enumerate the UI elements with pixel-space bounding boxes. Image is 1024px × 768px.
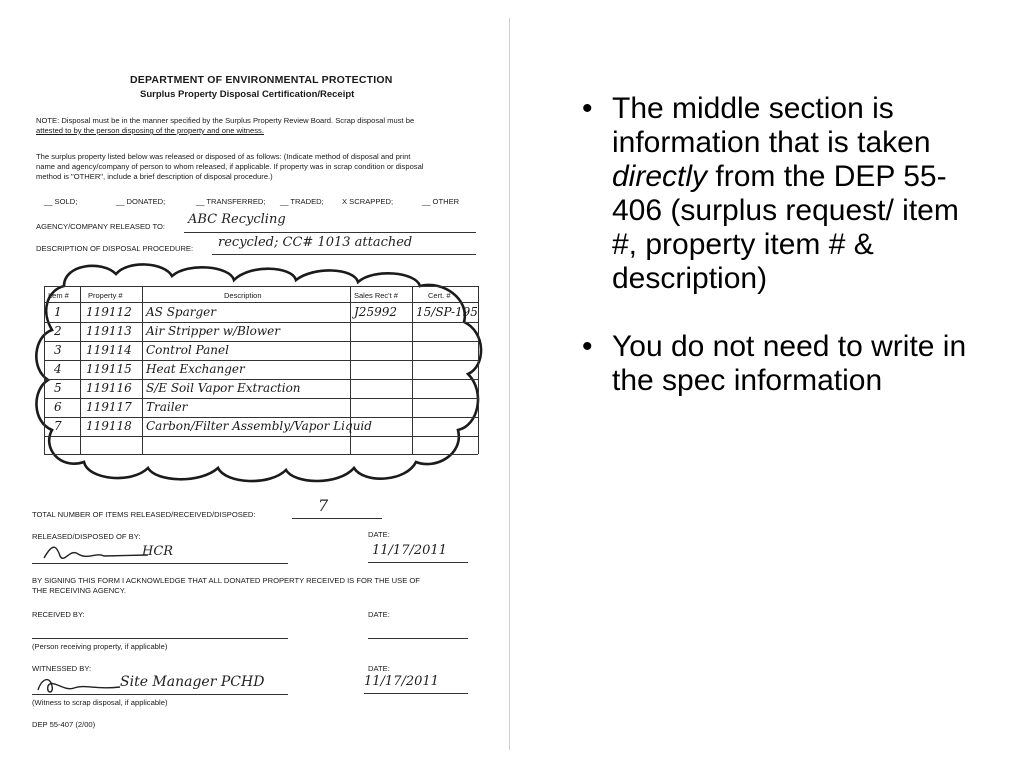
form-note: NOTE: Disposal must be in the manner specified by the Surplus Property Review Board. Scrap disposal must be bbox=[36, 116, 415, 125]
form-para-2: name and agency/company of person to whom released, if applicable. If property was in scrap condition or disposal bbox=[36, 162, 424, 171]
form-subtitle: Surplus Property Disposal Certification/Receipt bbox=[140, 89, 355, 100]
date-value-3: 11/17/2011 bbox=[364, 674, 439, 689]
row-item: 4 bbox=[54, 362, 62, 376]
witness-signature-icon bbox=[34, 672, 124, 696]
header-sales: Sales Rec't # bbox=[354, 291, 398, 300]
row-cert: 15/SP-195 bbox=[416, 305, 478, 319]
row-item: 1 bbox=[54, 305, 62, 319]
date-value-1: 11/17/2011 bbox=[372, 543, 447, 558]
row-description: Air Stripper w/Blower bbox=[146, 324, 280, 338]
bullet-icon: • bbox=[582, 330, 593, 363]
signature-icon bbox=[42, 542, 152, 564]
row-property: 119116 bbox=[86, 381, 132, 395]
row-item: 5 bbox=[54, 381, 62, 395]
bullet-icon: • bbox=[582, 92, 593, 125]
witnessed-value: Site Manager PCHD bbox=[120, 674, 265, 690]
option-other: __ OTHER bbox=[422, 197, 460, 206]
form-note-2: attested to by the person disposing of the property and one witness. bbox=[36, 126, 264, 135]
agency-value: ABC Recycling bbox=[188, 212, 286, 227]
row-property: 119113 bbox=[86, 324, 132, 338]
form-id: DEP 55-407 (2/00) bbox=[32, 720, 96, 729]
bullet-item-2 bbox=[578, 330, 978, 398]
bullet-1-emphasis: directly bbox=[612, 160, 708, 193]
row-description: Carbon/Filter Assembly/Vapor Liquid bbox=[146, 419, 372, 433]
option-scrapped: X SCRAPPED; bbox=[342, 197, 394, 206]
description-label: DESCRIPTION OF DISPOSAL PROCEDURE: bbox=[36, 244, 194, 253]
row-description: S/E Soil Vapor Extraction bbox=[146, 381, 301, 395]
row-property: 119115 bbox=[86, 362, 132, 376]
row-description: Control Panel bbox=[146, 343, 229, 357]
date-label-3: DATE: bbox=[368, 664, 390, 673]
option-donated: __ DONATED; bbox=[116, 197, 166, 206]
bullet-item-1 bbox=[578, 92, 978, 296]
form-dept-title: DEPARTMENT OF ENVIRONMENTAL PROTECTION bbox=[130, 74, 393, 86]
received-label: RECEIVED BY: bbox=[32, 610, 85, 619]
released-value: HCR bbox=[142, 544, 174, 559]
witnessed-label: WITNESSED BY: bbox=[32, 664, 92, 673]
row-property: 119114 bbox=[86, 343, 132, 357]
ack-line-2: THE RECEIVING AGENCY. bbox=[32, 586, 126, 595]
witnessed-note: (Witness to scrap disposal, if applicable) bbox=[32, 698, 168, 707]
received-note: (Person receiving property, if applicable) bbox=[32, 642, 168, 651]
row-property: 119117 bbox=[86, 400, 132, 414]
row-item: 7 bbox=[54, 419, 62, 433]
row-item: 2 bbox=[54, 324, 62, 338]
header-item: Item # bbox=[48, 291, 69, 300]
header-cert: Cert. # bbox=[428, 291, 451, 300]
bullet-list bbox=[578, 92, 978, 398]
option-transferred: __ TRANSFERRED; bbox=[196, 197, 266, 206]
released-label: RELEASED/DISPOSED OF BY: bbox=[32, 532, 141, 541]
option-traded: __ TRADED; bbox=[280, 197, 324, 206]
header-description: Description bbox=[224, 291, 262, 300]
row-item: 3 bbox=[54, 343, 62, 357]
option-sold: __ SOLD; bbox=[44, 197, 78, 206]
row-description: AS Sparger bbox=[146, 305, 217, 319]
ack-line-1: BY SIGNING THIS FORM I ACKNOWLEDGE THAT ALL DONATED PROPERTY RECEIVED IS FOR THE USE OF bbox=[32, 576, 420, 585]
date-label-2: DATE: bbox=[368, 610, 390, 619]
bullet-1-text-end: from the DEP 55-406 (surplus request/ item #, property item # & description) bbox=[612, 160, 959, 295]
agency-label: AGENCY/COMPANY RELEASED TO: bbox=[36, 222, 165, 231]
row-property: 119118 bbox=[86, 419, 132, 433]
bullet-2-text: You do not need to write in the spec information bbox=[612, 330, 967, 397]
divider-line bbox=[509, 18, 510, 750]
total-value: 7 bbox=[318, 496, 329, 515]
date-label-1: DATE: bbox=[368, 530, 390, 539]
bullet-1-text-start: The middle section is information that is taken bbox=[612, 92, 931, 159]
form-para-3: method is "OTHER", include a brief description of disposal procedure.) bbox=[36, 172, 273, 181]
header-property: Property # bbox=[88, 291, 123, 300]
total-label: TOTAL NUMBER OF ITEMS RELEASED/RECEIVED/DISPOSED: bbox=[32, 510, 256, 519]
form-para-1: The surplus property listed below was released or disposed of as follows: (Indicate method of disposal and print bbox=[36, 152, 411, 161]
row-sales: J25992 bbox=[354, 305, 397, 319]
row-description: Trailer bbox=[146, 400, 188, 414]
scanned-form bbox=[24, 60, 494, 740]
row-description: Heat Exchanger bbox=[146, 362, 245, 376]
description-value: recycled; CC# 1013 attached bbox=[218, 235, 413, 250]
row-property: 119112 bbox=[86, 305, 132, 319]
row-item: 6 bbox=[54, 400, 62, 414]
